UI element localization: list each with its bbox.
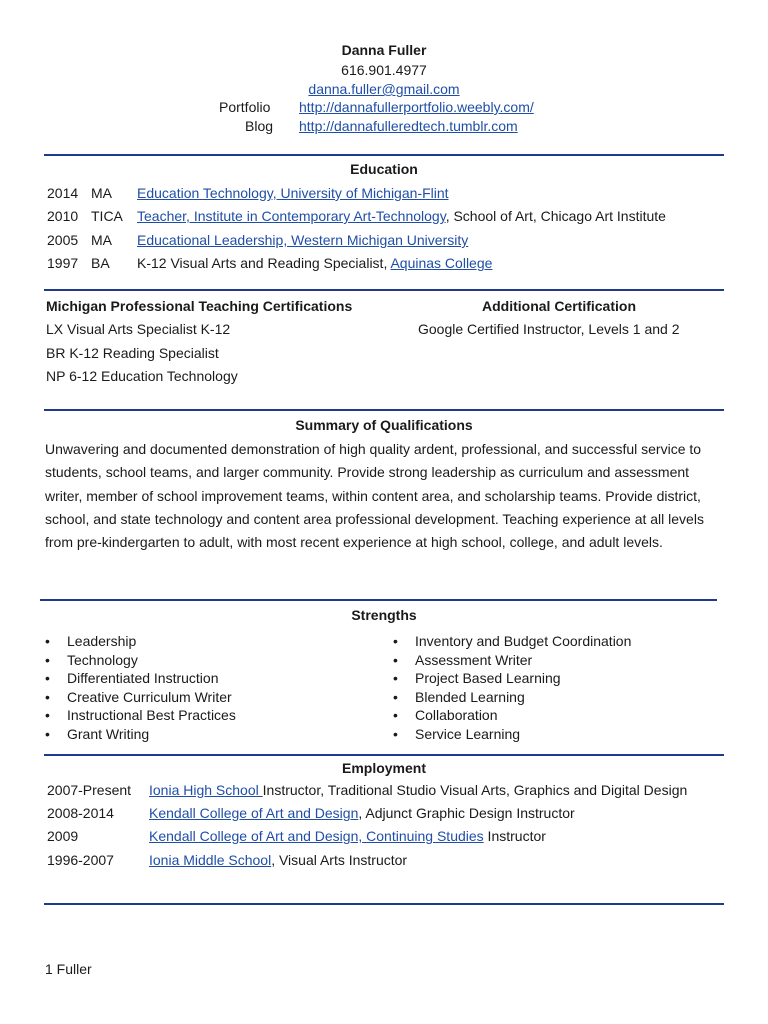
- portfolio-label: Portfolio: [219, 99, 271, 115]
- employment-role: Instructor, Traditional Studio Visual Arts, Graphics and Digital Design: [262, 782, 688, 798]
- education-link[interactable]: Aquinas College: [390, 255, 493, 271]
- strength-item: • Assessment Writer: [393, 651, 631, 670]
- strength-item: • Inventory and Budget Coordination: [393, 632, 631, 651]
- employment-dates: 1996-2007: [47, 852, 114, 868]
- michigan-certification-item: NP 6-12 Education Technology: [46, 368, 238, 384]
- education-entry: [137, 232, 468, 248]
- employment-entry: [149, 852, 407, 868]
- employer-link[interactable]: Kendall College of Art and Design: [149, 805, 359, 821]
- employer-link[interactable]: Ionia High School: [149, 782, 263, 798]
- education-year: 2014: [47, 185, 79, 201]
- email-line: [0, 81, 768, 97]
- summary-heading: Summary of Qualifications: [295, 417, 473, 433]
- summary-paragraph: Unwavering and documented demonstration of high quality ardent, professional, and successful service to students, school teams, and larger community. Provide strong leadership as curriculum and assessment writer, member of school improvement teams, within content area, and scholarship teams. Provide district, school, and state technology and content area professional development. Teaching experience at all levels from pre-kindergarten to adult, with most recent experience at high school, college, and adult levels.: [45, 441, 704, 551]
- strength-item: • Blended Learning: [393, 688, 631, 707]
- employment-role: , Visual Arts Instructor: [271, 852, 408, 868]
- education-link[interactable]: Teacher, Institute in Contemporary Art-Technology: [137, 208, 446, 224]
- strength-item: • Grant Writing: [45, 725, 236, 744]
- divider-strengths: [40, 599, 717, 601]
- education-year: 2010: [47, 208, 79, 224]
- divider-certifications: [44, 289, 724, 291]
- divider-bottom: [44, 903, 724, 905]
- strength-item: • Differentiated Instruction: [45, 669, 236, 688]
- resume-name: Danna Fuller: [341, 42, 427, 58]
- employment-entry: [149, 828, 546, 844]
- employment-dates: 2008-2014: [47, 805, 114, 821]
- strength-item: • Leadership: [45, 632, 236, 651]
- michigan-certification-item: BR K-12 Reading Specialist: [46, 345, 219, 361]
- portfolio-link[interactable]: http://dannafullerportfolio.weebly.com/: [299, 99, 534, 115]
- employment-dates: 2009: [47, 828, 79, 844]
- education-degree: MA: [91, 185, 112, 201]
- education-degree: TICA: [91, 208, 123, 224]
- strengths-left-list: [45, 632, 236, 744]
- education-heading: Education: [350, 161, 418, 177]
- employment-heading: Employment: [341, 760, 426, 776]
- education-year: 2005: [47, 232, 79, 248]
- employment-dates: 2007-Present: [47, 782, 132, 798]
- divider-summary: [44, 409, 724, 411]
- strength-item: • Service Learning: [393, 725, 631, 744]
- education-link[interactable]: Education Technology, University of Michigan-Flint: [137, 185, 449, 201]
- michigan-certification-item: LX Visual Arts Specialist K-12: [46, 321, 231, 337]
- divider-employment: [44, 754, 724, 756]
- strength-item: • Creative Curriculum Writer: [45, 688, 236, 707]
- divider-education: [44, 154, 724, 156]
- employment-role: , Adjunct Graphic Design Instructor: [358, 805, 575, 821]
- education-degree: MA: [91, 232, 112, 248]
- education-entry: [137, 208, 666, 224]
- strength-item: • Technology: [45, 651, 236, 670]
- blog-label: Blog: [245, 118, 274, 134]
- education-link[interactable]: Educational Leadership, Western Michigan University: [137, 232, 469, 248]
- strength-item: • Instructional Best Practices: [45, 706, 236, 725]
- blog-link[interactable]: http://dannafulleredtech.tumblr.com: [299, 118, 518, 134]
- phone-number: 616.901.4977: [341, 62, 427, 78]
- michigan-certifications-heading: Michigan Professional Teaching Certifications: [46, 298, 353, 314]
- strengths-heading: Strengths: [351, 607, 417, 623]
- email-link[interactable]: danna.fuller@gmail.com: [308, 81, 460, 97]
- education-entry: [137, 255, 492, 271]
- employment-entry: [149, 782, 687, 798]
- additional-certification-heading: Additional Certification: [482, 298, 636, 314]
- strengths-right-list: [393, 632, 631, 744]
- employment-entry: [149, 805, 575, 821]
- strength-item: • Project Based Learning: [393, 669, 631, 688]
- additional-certification-item: Google Certified Instructor, Levels 1 and 2: [418, 321, 680, 337]
- education-degree: BA: [91, 255, 110, 271]
- page-footer: 1 Fuller: [45, 961, 92, 977]
- employer-link[interactable]: Kendall College of Art and Design, Continuing Studies: [149, 828, 484, 844]
- strength-item: • Collaboration: [393, 706, 631, 725]
- employment-role: Instructor: [483, 828, 546, 844]
- employer-link[interactable]: Ionia Middle School: [149, 852, 272, 868]
- education-detail: , School of Art, Chicago Art Institute: [445, 208, 666, 224]
- education-entry: [137, 185, 449, 201]
- education-detail: K-12 Visual Arts and Reading Specialist,: [137, 255, 391, 271]
- education-year: 1997: [47, 255, 79, 271]
